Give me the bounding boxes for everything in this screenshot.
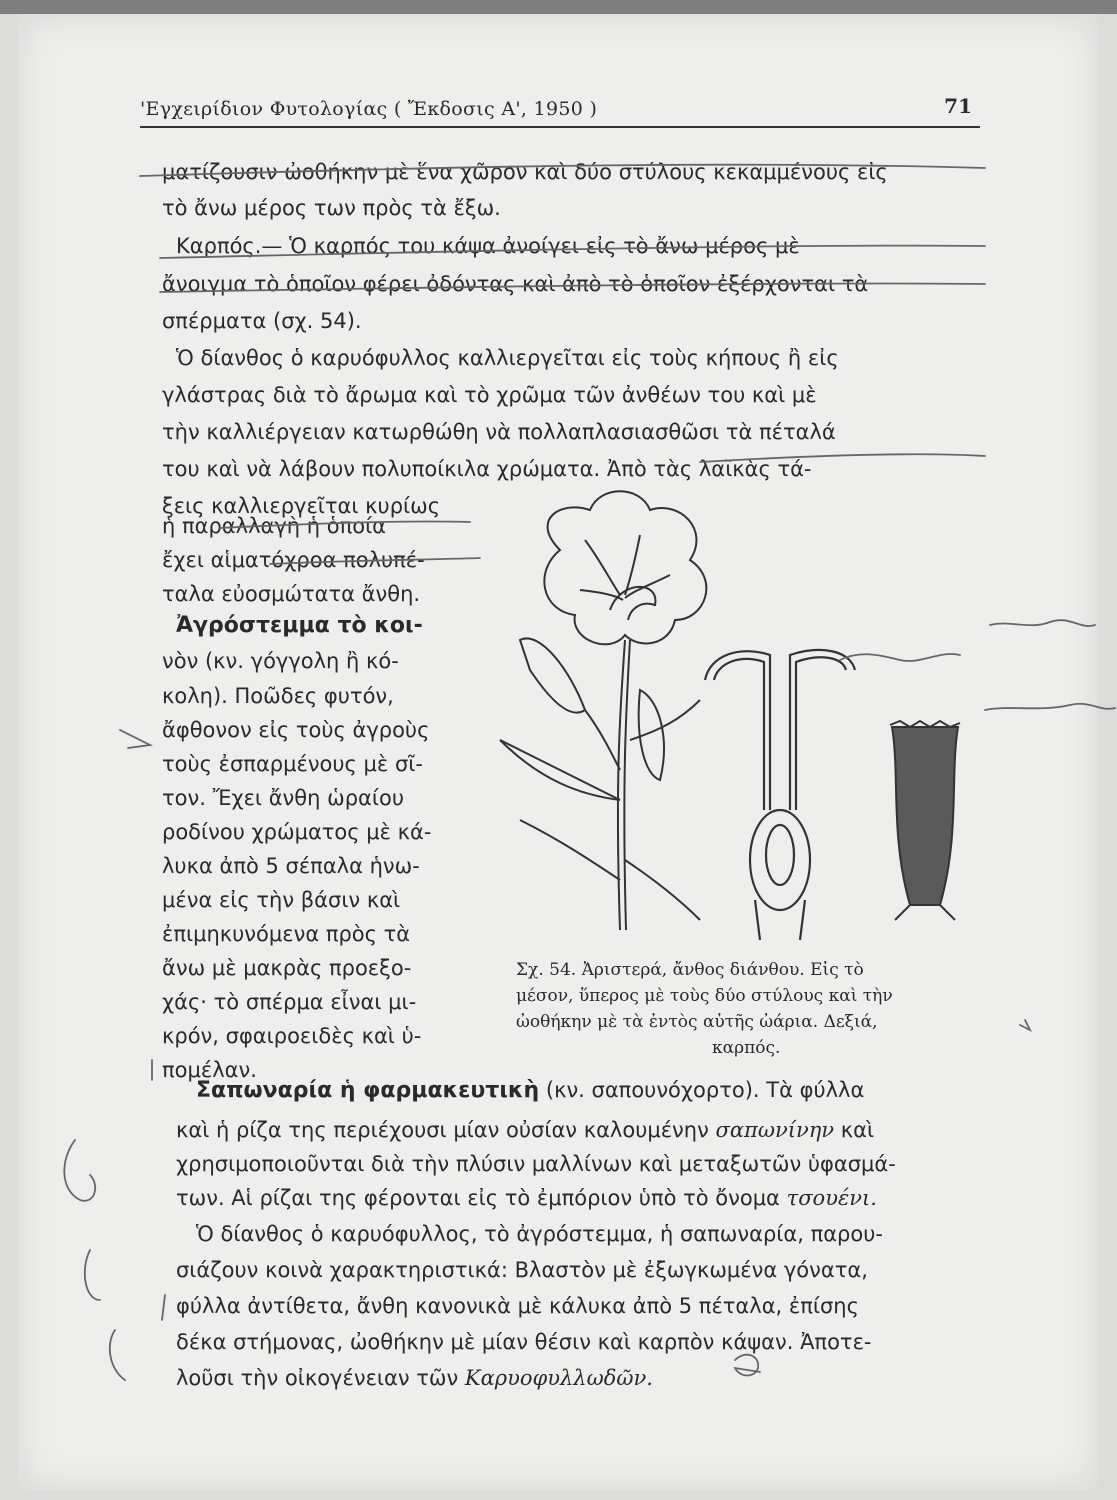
section-heading-saponaria: Σαπωναρία ἡ φαρμακευτικὴ [196,1078,540,1103]
narrow-line: ἐπιμηκυνόμενα πρὸς τὰ [162,922,411,946]
body-line: σπέρματα (σχ. 54). [162,309,362,333]
figure-caption-line: μέσον, ὕπερος μὲ τοὺς δύο στύλους καὶ τὴν [516,986,893,1006]
figure-caption-line: καρπός. [712,1038,781,1058]
narrow-line: μένα εἰς τὴν βάσιν καὶ [162,888,401,912]
italic-term: τσουένι. [786,1186,877,1210]
body-line: Ὁ δίανθος ὁ καρυόφυλλος καλλιεργεῖται εἰς τοὺς κήπους ἢ εἰς [176,346,839,370]
narrow-line: χάς· τὸ σπέρμα εἶναι μι- [162,990,417,1014]
narrow-line: ἔχει αἱματόχροα πολυπέ- [162,548,425,572]
narrow-line: νὸν (κν. γόγγολη ἢ κό- [162,649,399,673]
narrow-line: ἄφθονον εἰς τοὺς ἀγροὺς [162,718,430,742]
narrow-line: λυκα ἀπὸ 5 σέπαλα ἡνω- [162,854,420,878]
narrow-line: κρόν, σφαιροειδὲς καὶ ὑ- [162,1024,422,1048]
summary-line: δέκα στήμονας, ὠοθήκην μὲ μίαν θέσιν καὶ καρπὸν κάψαν. Ἀποτε- [176,1330,872,1354]
narrow-line: ταλα εὐοσμώτατα ἄνθη. [162,582,421,606]
summary-line: φύλλα ἀντίθετα, ἄνθη κανονικὰ μὲ κάλυκα ἀπὸ 5 πέταλα, ἐπίσης [176,1294,859,1318]
narrow-line: ροδίνου χρώματος μὲ κά- [162,820,432,844]
narrow-line: τοὺς ἐσπαρμένους μὲ σῖ- [162,752,423,776]
body-line: ματίζουσιν ὠοθήκην μὲ ἕνα χῶρον καὶ δύο στύλους κεκαμμένους εἰς [162,160,888,184]
narrow-line: ἡ παραλλαγὴ ἡ ὁποία [162,514,387,538]
text-run: καὶ [834,1118,875,1142]
narrow-line: πομέλαν. [162,1058,257,1082]
body-line: τὴν καλλιέργειαν κατωρθώθη νὰ πολλαπλασιασθῶσι τὰ πέταλά [162,420,836,444]
text-run: των. Αἱ ρίζαι της φέρονται εἰς τὸ ἐμπόριον ὑπὸ τὸ ὄνομα [176,1186,787,1210]
body-line: του καὶ νὰ λάβουν πολυποίκιλα χρώματα. Ἀπὸ τὰς λαϊκὰς τά- [162,457,812,481]
section-heading-agrostemma: Ἀγρόστεμμα τὸ κοι- [176,613,423,638]
italic-term: σαπωνίνην [715,1118,835,1142]
figure-caption-line: Σχ. 54. Ἀριστερά, ἄνθος διάνθου. Εἰς τὸ [516,960,864,980]
narrow-line: τον. Ἔχει ἄνθη ὡραίου [162,786,404,810]
body-line: τὸ ἄνω μέρος των πρὸς τὰ ἔξω. [162,196,501,220]
text-run: καὶ ἡ ρίζα της περιέχουσι μίαν οὐσίαν καλουμένην [176,1118,716,1142]
narrow-line: ἄνω μὲ μακρὰς προεξο- [162,956,412,980]
saponaria-line-1-rest: (κν. σαπουνόχορτο). Τὰ φύλλα [539,1078,865,1102]
italic-term: Καρυοφυλλωδῶν. [464,1366,653,1390]
body-line: γλάστρας διὰ τὸ ἄρωμα καὶ τὸ χρῶμα τῶν ἀνθέων του καὶ μὲ [162,383,817,407]
narrow-line: ξεις καλλιεργεῖται κυρίως [162,494,441,518]
page-number: 71 [944,94,972,118]
figure-caption-line: ὠοθήκην μὲ τὰ ἐντὸς αὐτῆς ὠάρια. Δεξιά, [516,1012,878,1032]
body-line: ἄνοιγμα τὸ ὁποῖον φέρει ὀδόντας καὶ ἀπὸ τὸ ὁποῖον ἐξέρχονται τὰ [162,272,869,296]
text-run: λοῦσι τὴν οἰκογένειαν τῶν [176,1366,465,1390]
book-title: 'Εγχειρίδιον Φυτολογίας ( Ἔκδοσις Α', 1950 ) [140,98,598,120]
body-line: Καρπός.— Ὁ καρπός του κάψα ἀνοίγει εἰς τὸ ἄνω μέρος μὲ [176,234,800,258]
saponaria-line-3: χρησιμοποιοῦνται διὰ τὴν πλύσιν μαλλίνων καὶ μεταξωτῶν ὑφασμά- [176,1152,896,1176]
summary-line: Ὁ δίανθος ὁ καρυόφυλλος, τὸ ἀγρόστεμμα, ἡ σαπωναρία, παρου- [196,1222,883,1246]
summary-line: σιάζουν κοινὰ χαρακτηριστικά: Βλαστὸν μὲ ἐξωγκωμένα γόνατα, [176,1258,868,1282]
narrow-line: κολη). Ποῶδες φυτόν, [162,684,394,708]
